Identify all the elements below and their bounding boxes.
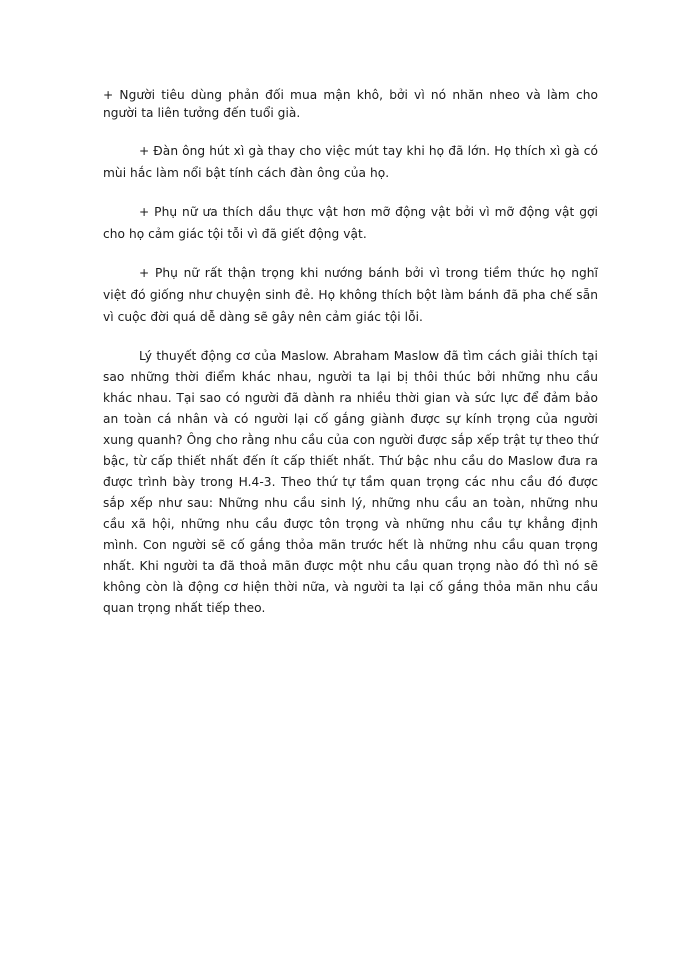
document-page bbox=[103, 86, 598, 619]
paragraph-baking: + Phụ nữ rất thận trọng khi nướng bánh bởi vì trong tiềm thức họ nghĩ việt đó giống như chuyện sinh đẻ. Họ không thích bột làm bánh đã pha chế sẵn vì cuộc đời quá dễ dàng sẽ gây nên cảm giác tội lỗi. bbox=[103, 266, 598, 324]
paragraph-maslow-theory: Lý thuyết động cơ của Maslow. Abraham Maslow đã tìm cách giải thích tại sao những thời điểm khác nhau, người ta lại bị thôi thúc bởi những nhu cầu khác nhau. Tại sao có người đã dành ra nhiều thời gian và sức lực để đảm bảo an toàn cá nhân và có người lại cố gắng giành được sự kính trọng của người xung quanh? Ông cho rằng nhu cầu của con người được sắp xếp trật tự theo thứ bậc, từ cấp thiết nhất đến ít cấp thiết nhất. Thứ bậc nhu cầu do Maslow đưa ra được trình bày trong H.4-3. Theo thứ tự tầm quan trọng các nhu cầu đó được sắp xếp như sau: Những nhu cầu sinh lý, những nhu cầu an toàn, những nhu cầu xã hội, những nhu cầu được tôn trọng và những nhu cầu tự khẳng định mình. Con người sẽ cố gắng thỏa mãn trước hết là những nhu cầu quan trọng nhất. Khi người ta đã thoả mãn được một nhu cầu quan trọng nào đó thì nó sẽ không còn là động cơ hiện thời nữa, và người ta lại cố gắng thỏa mãn nhu cầu quan trọng nhất tiếp theo. bbox=[103, 349, 598, 615]
paragraph-prunes: + Người tiêu dùng phản đối mua mận khô, bởi vì nó nhăn nheo và làm cho người ta liên tưởng đến tuổi già. bbox=[103, 88, 598, 120]
paragraph-cigars: + Đàn ông hút xì gà thay cho việc mút tay khi họ đã lớn. Họ thích xì gà có mùi hắc làm nổi bật tính cách đàn ông của họ. bbox=[103, 144, 598, 180]
paragraph-vegetable-oil: + Phụ nữ ưa thích dầu thực vật hơn mỡ động vật bởi vì mỡ động vật gợi cho họ cảm giác tội tỗi vì đã giết động vật. bbox=[103, 205, 598, 241]
